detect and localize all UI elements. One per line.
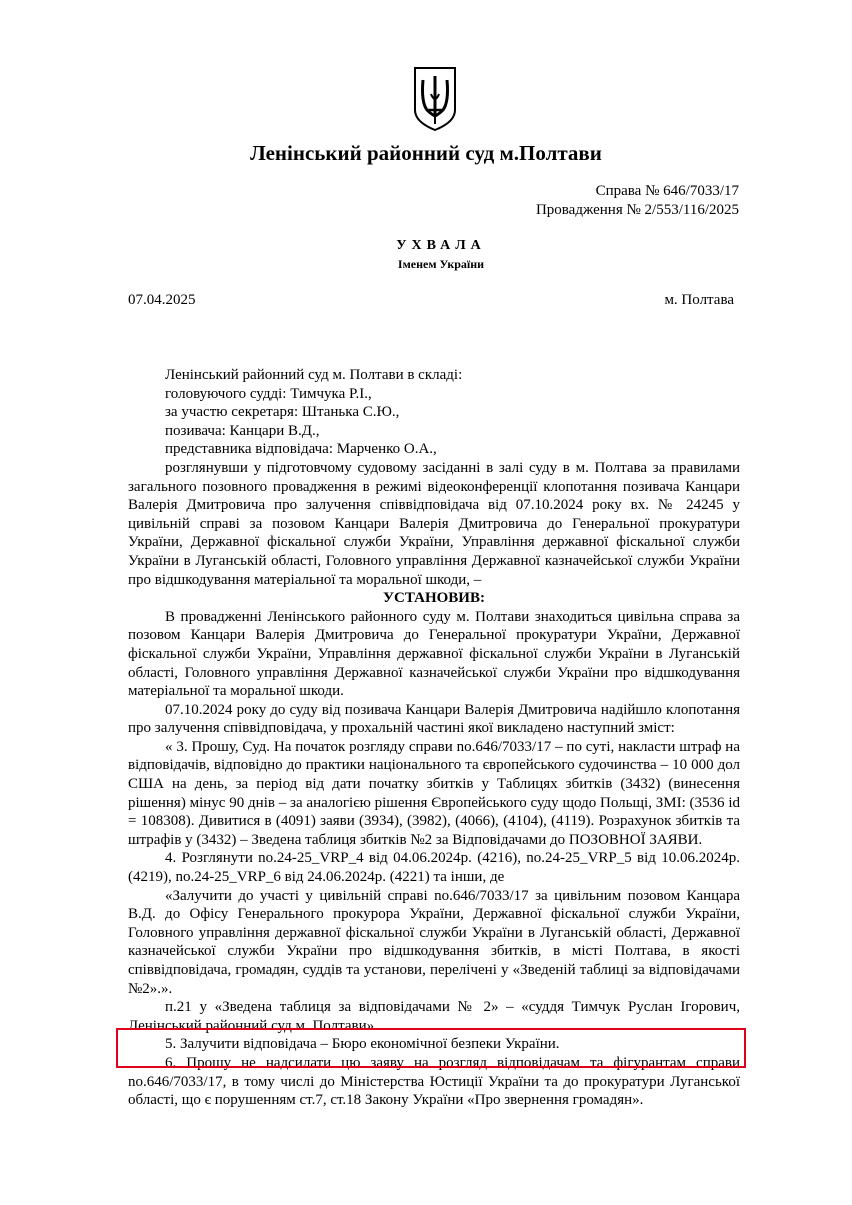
proceeding-number: Провадження № 2/553/116/2025	[535, 202, 739, 218]
court-title: Ленінський районний суд м.Полтави	[250, 141, 602, 165]
highlight-box	[116, 1028, 746, 1068]
trident-emblem-icon	[411, 66, 459, 132]
paragraph: 07.10.2024 року до суду від позивача Канцари Валерія Дмитровича надійшло клопотання про залучення співвідповідача, у прохальній частині якої викладено наступний зміст:	[128, 701, 740, 737]
paragraph: головуючого судді: Тимчука Р.І.,	[165, 385, 372, 402]
decree-title: УХВАЛА	[396, 238, 486, 253]
paragraph: « 3. Прошу, Суд. На початок розгляду справи no.646/7033/17 – по суті, накласти штраф на відповідачів, відповідно до практики національного та європейського судочинства – 10 000 дол США на день, за період від дати початку збитків у Таблицях збитків (3432) (винесення рішення) мінус 90 днів – за аналогією рішення Європейського суду щодо Польщі, ЗМІ: (3536 id = 108308). Дивитися в (4091) заяви (3934), (3982), (4066), (4104), (4119). Розрахунок збитків та штрафів у (3432) – Зведена таблиця збитків №2 за Відповідачами до ПОЗОВНОЇ ЗАЯВИ.	[128, 738, 740, 848]
paragraph: УСТАНОВИВ:	[383, 590, 485, 607]
paragraph: 6. Прошу не надсилати цю заяву на розгляд відповідачам та фігурантам справи no.646/7033/17, в тому числі до Міністерства Юстиції України та до прокуратури Луганської області, що є порушенням ст.7, ст.18 Закону України «Про звернення громадян».	[128, 1054, 740, 1109]
paragraph: представника відповідача: Марченко О.А.,	[165, 441, 437, 458]
paragraph: 5. Залучити відповідача – Бюро економічної безпеки України.	[165, 1036, 560, 1053]
case-info	[536, 182, 739, 220]
document-date: 07.04.2025	[128, 292, 196, 308]
decree-subtitle: Іменем України	[397, 257, 485, 271]
paragraph: розглянувши у підготовчому судовому засіданні в залі суду в м. Полтава за правилами загального позовного провадження в режимі відеоконференції клопотання позивача Канцари Валерія Дмитровича про залучення співвідповідача від 07.10.2024 року вх. № 24245 у цивільній справі за позовом Канцари Валерія Дмитровича до Генеральної прокуратури України, Державної фіскальної служби України, Управління державної фіскальної служби України в Луганській області, Головного управління Державної казначейської служби України про відшкодування матеріальної та моральної шкоди, –	[128, 459, 740, 588]
paragraph: «Залучити до участі у цивільній справі no.646/7033/17 за цивільним позовом Канцара В.Д. до Офісу Генерального прокурора України, Державної фіскальної служби України, Головного управління державної фіскальної служби України в Луганській області, Державної казначейської служби України про відшкодування збитків, в місті Полтава, в якості співвідповідача, громадян, суддів та установи, перелічені у «Зведеній таблиці за відповідачами №2».».	[128, 887, 740, 997]
document-city: м. Полтава	[664, 292, 734, 308]
paragraph: Ленінський районний суд м. Полтави в складі:	[165, 367, 463, 383]
paragraph: позивача: Канцари В.Д.,	[165, 422, 320, 439]
paragraph: В провадженні Ленінського районного суду м. Полтави знаходиться цивільна справа за позовом Канцари Валерія Дмитровича до Генеральної прокуратури України, Державної фіскальної служби України, Управління державної фіскальної служби України в Луганській області, Головного управління Державної казначейської служби України про відшкодування матеріальної та моральної шкоди.	[128, 608, 740, 700]
case-number: Справа № 646/7033/17	[595, 183, 739, 199]
document-body	[128, 366, 740, 1110]
paragraph: 4. Розглянути no.24-25_VRP_4 від 04.06.2024р. (4216), no.24-25_VRP_5 від 10.06.2024р. (4219), no.24-25_VRP_6 від 24.06.2024р. (4221) та інши, де	[128, 850, 740, 886]
paragraph: п.21 у «Зведена таблиця за відповідачами № 2» – «суддя Тимчук Руслан Ігорович, Ленінський районний суд м. Полтави».	[128, 999, 740, 1034]
paragraph: за участю секретаря: Штанька С.Ю.,	[165, 404, 400, 421]
